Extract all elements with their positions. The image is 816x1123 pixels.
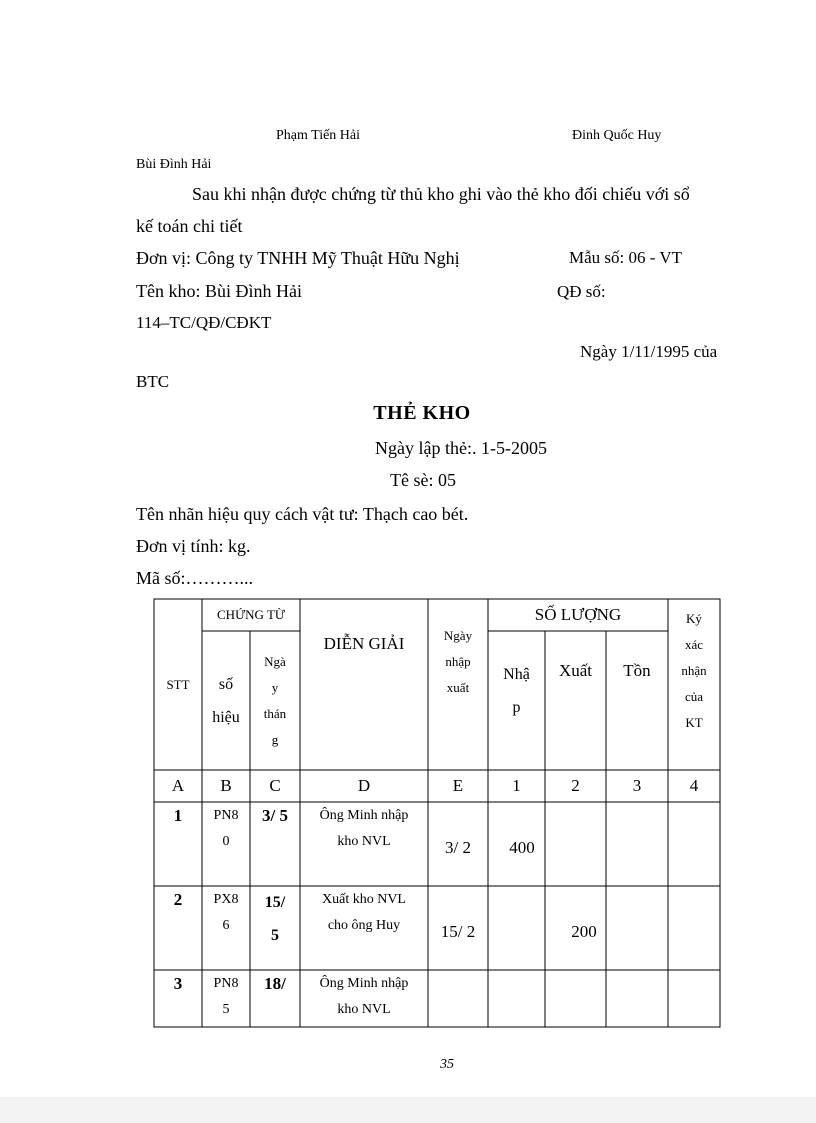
- index-cell: 2: [571, 776, 580, 795]
- row-1-dien-giai: Ông Minh nhập kho NVL: [319, 808, 409, 849]
- unit-of-measure: Đơn vị tính: kg.: [136, 536, 251, 556]
- row-2-so-hieu: PX8 6: [213, 892, 239, 933]
- material-code: Mã số:………...: [136, 568, 253, 588]
- index-cell: 1: [512, 776, 521, 795]
- header-chung-tu: CHỨNG TỪ: [217, 607, 285, 622]
- row-3-so-hieu: PN8 5: [213, 976, 239, 1017]
- header-nhap: Nhậ p: [503, 666, 530, 716]
- index-cell: 4: [689, 776, 699, 795]
- row-2-dien-giai: Xuất kho NVL cho ông Huy: [322, 892, 406, 933]
- index-cell: D: [357, 776, 371, 795]
- decision-label: QĐ số:: [557, 282, 606, 301]
- index-cell: E: [452, 776, 464, 795]
- header-stt: STT: [166, 676, 190, 692]
- page-title: THẺ KHO: [373, 402, 471, 424]
- intro-line-2: kế toán chi tiết: [136, 216, 243, 236]
- index-cell: B: [220, 776, 232, 795]
- signature-name-right: Đinh Quốc Huy: [572, 128, 662, 143]
- card-date: Ngày lập thẻ:. 1-5-2005: [375, 438, 547, 458]
- page-number: 35: [440, 1057, 454, 1072]
- index-cell: A: [171, 776, 185, 795]
- row-1-so-hieu: PN8 0: [213, 808, 239, 849]
- header-ngay-nhap-xuat: Ngày nhập xuất: [443, 627, 473, 695]
- unit-line: Đơn vị: Công ty TNHH Mỹ Thuật Hữu Nghị: [136, 248, 460, 268]
- index-cell: 3: [632, 776, 642, 795]
- row-2-ngay: 15/ 5: [264, 894, 286, 944]
- decision-date: Ngày 1/11/1995 của: [580, 342, 718, 361]
- decision-number: 114–TC/QĐ/CĐKT: [136, 313, 272, 332]
- row-3-dien-giai: Ông Minh nhập kho NVL: [319, 976, 409, 1017]
- header-dien-giai: DIỄN GIẢI: [323, 634, 405, 653]
- row-3-stt: 3: [173, 974, 183, 993]
- header-ton: Tồn: [623, 661, 651, 680]
- row-2-stt: 2: [173, 890, 183, 909]
- header-so-hieu: số hiệu: [212, 675, 240, 726]
- page-bottom-strip: [0, 1097, 816, 1123]
- row-2-ngay-nhap-xuat: 15/ 2: [440, 922, 476, 941]
- signature-name-third: Bùi Đình Hải: [136, 157, 212, 172]
- warehouse-name: Tên kho: Bùi Đình Hải: [136, 281, 302, 301]
- decision-issuer: BTC: [136, 372, 170, 391]
- row-3-ngay: 18/: [264, 974, 286, 993]
- signature-name-left: Phạm Tiến Hải: [276, 128, 361, 143]
- material-name: Tên nhãn hiệu quy cách vật tư: Thạch cao bét.: [136, 504, 469, 524]
- row-2-xuat: 200: [571, 922, 597, 941]
- form-number: Mẫu số: 06 - VT: [569, 248, 683, 267]
- row-1-ngay-nhap-xuat: 3/ 2: [445, 838, 471, 857]
- index-cell: C: [269, 776, 281, 795]
- header-ky-xac-nhan: Ký xác nhận của KT: [681, 611, 707, 730]
- header-ngay-thang: Ngà y thán g: [263, 653, 287, 747]
- row-1-nhap: 400: [509, 838, 535, 857]
- header-so-luong: SỐ LƯỢNG: [534, 605, 622, 624]
- row-1-ngay: 3/ 5: [262, 806, 288, 825]
- sheet-number: Tê sè: 05: [390, 470, 456, 490]
- header-xuat: Xuất: [558, 661, 593, 680]
- intro-line-1: Sau khi nhận được chứng từ thủ kho ghi vào thẻ kho đối chiếu với sổ: [192, 184, 690, 204]
- row-1-stt: 1: [173, 806, 183, 825]
